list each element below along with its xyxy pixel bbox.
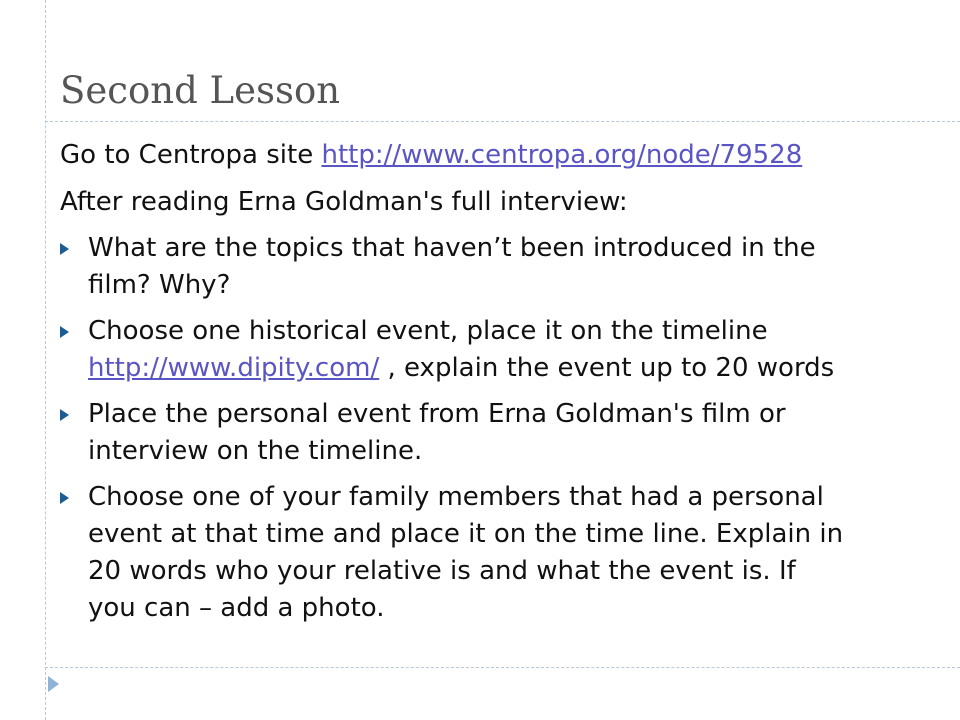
bullet-line: Choose one historical event, place it on the timeline (88, 316, 768, 346)
bullet-item (60, 396, 940, 470)
bullet-triangle-icon (60, 492, 69, 504)
bullet-item (60, 479, 940, 627)
slide-bottom-divider (45, 667, 960, 668)
bullet-line: 20 words who your relative is and what the event is. If (88, 556, 796, 586)
dipity-link[interactable]: http://www.dipity.com/ (88, 353, 380, 383)
bullet-line: you can – add a photo. (88, 593, 385, 623)
bullet-line: What are the topics that haven’t been introduced in the (88, 233, 816, 263)
centropa-link[interactable]: http://www.centropa.org/node/79528 (321, 140, 803, 170)
bullet-line: Place the personal event from Erna Goldman's film or (88, 399, 786, 429)
bullet-line: film? Why? (88, 270, 231, 300)
corner-triangle-icon (48, 676, 59, 692)
bullet-line: interview on the timeline. (88, 436, 423, 466)
bullet-line: Choose one of your family members that had a personal (88, 482, 824, 512)
bullet-triangle-icon (60, 326, 69, 338)
after-reading-line: After reading Erna Goldman's full interview: (60, 187, 628, 217)
bullet-triangle-icon (60, 409, 69, 421)
bullet-item (60, 230, 940, 304)
intro-text: Go to Centropa site (60, 140, 322, 170)
bullet-line: event at that time and place it on the time line. Explain in (88, 519, 844, 549)
intro-line (60, 136, 940, 174)
slide-title: Second Lesson (60, 69, 341, 112)
bullet-line-rest: , explain the event up to 20 words (379, 353, 835, 383)
bullet-triangle-icon (60, 243, 69, 255)
slide-vertical-guide (45, 0, 46, 720)
slide-content (60, 136, 940, 636)
bullet-line (88, 350, 940, 387)
bullet-item (60, 313, 940, 387)
slide-top-divider (45, 121, 960, 122)
